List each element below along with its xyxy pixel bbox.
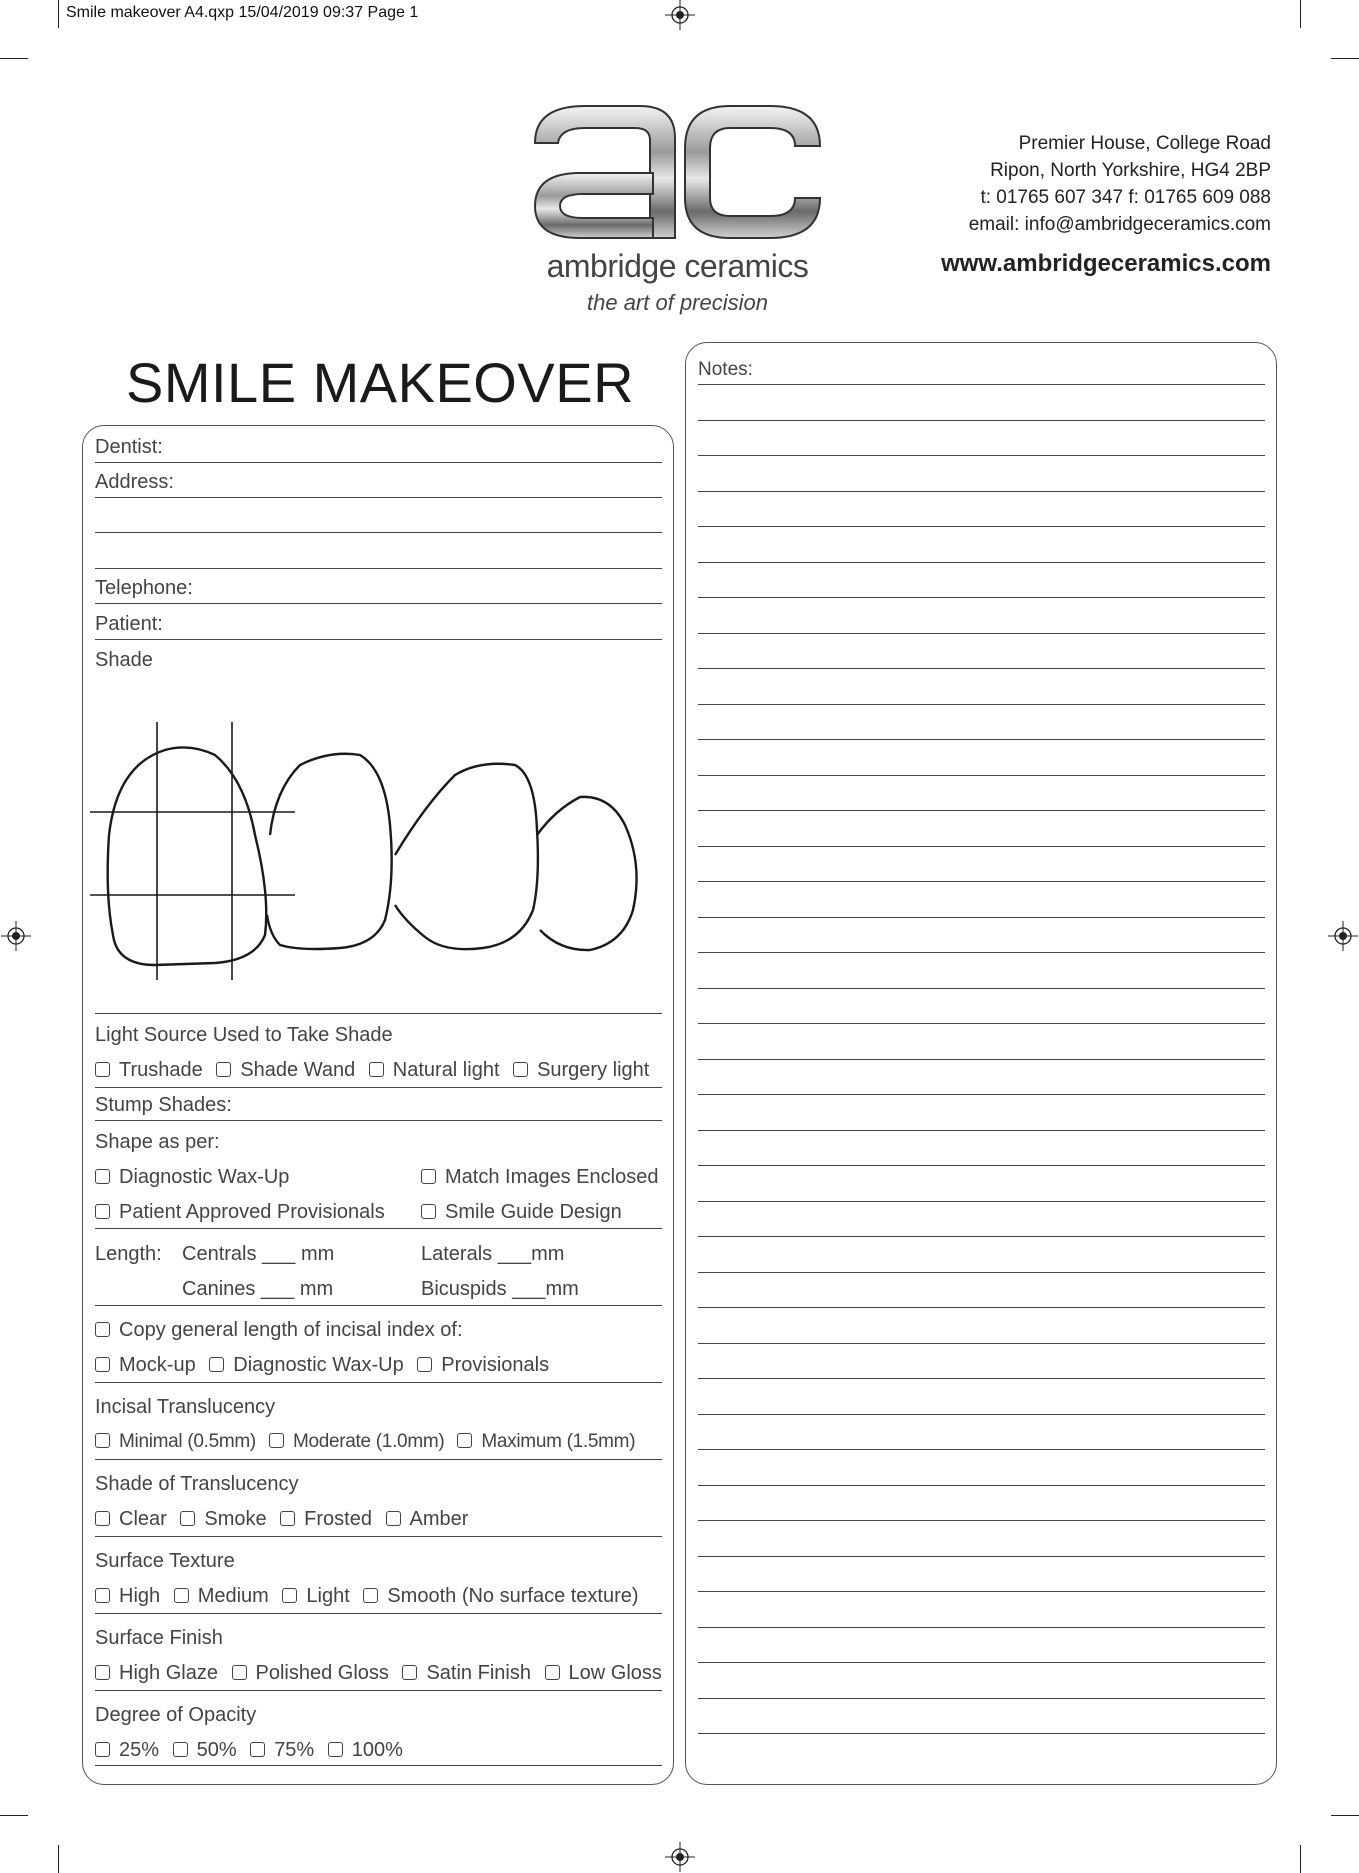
notes-rule-line xyxy=(698,1023,1265,1024)
notes-rule-line xyxy=(698,739,1265,740)
texture-high-checkbox[interactable]: High xyxy=(95,1585,160,1607)
file-slug: Smile makeover A4.qxp 15/04/2019 09:37 Page 1 xyxy=(66,4,419,21)
notes-rule-line xyxy=(698,455,1265,456)
maximum-checkbox[interactable]: Maximum (1.5mm) xyxy=(457,1431,635,1452)
notes-rule-line xyxy=(698,491,1265,492)
divider xyxy=(95,1228,662,1229)
notes-rule-line xyxy=(698,1378,1265,1379)
address-field[interactable]: Address: xyxy=(95,469,662,498)
notes-rule-line xyxy=(698,597,1265,598)
divider xyxy=(95,1087,662,1088)
crop-mark xyxy=(1331,1815,1359,1816)
match-images-checkbox[interactable]: Match Images Enclosed xyxy=(421,1165,658,1189)
divider xyxy=(95,1013,662,1014)
high-glaze-checkbox[interactable]: High Glaze xyxy=(95,1662,218,1684)
incisal-index-options xyxy=(95,1353,557,1377)
notes-panel[interactable] xyxy=(685,342,1277,1785)
clear-checkbox[interactable]: Clear xyxy=(95,1508,167,1530)
opacity-options xyxy=(95,1738,411,1762)
provisionals-checkbox[interactable]: Provisionals xyxy=(417,1354,549,1376)
notes-rule-line xyxy=(698,1414,1265,1415)
shade-translucency-options xyxy=(95,1507,476,1531)
surgery-light-checkbox[interactable]: Surgery light xyxy=(513,1059,649,1081)
registration-mark-icon xyxy=(1,921,31,951)
shade-wand-checkbox[interactable]: Shade Wand xyxy=(216,1059,355,1081)
notes-rule-line xyxy=(698,1698,1265,1699)
email-line: email: info@ambridgeceramics.com xyxy=(968,214,1271,235)
centrals-length-field[interactable]: Centrals ___ mm xyxy=(182,1243,335,1265)
bicuspids-length-field[interactable]: Bicuspids ___mm xyxy=(421,1278,579,1300)
notes-rule-line xyxy=(698,1627,1265,1628)
surface-finish-options xyxy=(95,1661,670,1685)
notes-label: Notes: xyxy=(698,359,753,380)
smoke-checkbox[interactable]: Smoke xyxy=(180,1508,266,1530)
crop-mark xyxy=(0,58,28,59)
notes-rule-line xyxy=(698,1520,1265,1521)
satin-finish-checkbox[interactable]: Satin Finish xyxy=(402,1662,531,1684)
registration-mark-icon xyxy=(665,0,695,30)
surface-texture-label: Surface Texture xyxy=(95,1550,235,1572)
notes-rule-line xyxy=(698,917,1265,918)
shade-label: Shade xyxy=(95,649,153,671)
notes-rule-line xyxy=(698,1485,1265,1486)
notes-rule-line xyxy=(698,1343,1265,1344)
diagnostic-wax-up-checkbox[interactable]: Diagnostic Wax-Up xyxy=(95,1165,289,1189)
crop-mark xyxy=(0,1815,28,1816)
surface-finish-label: Surface Finish xyxy=(95,1627,223,1649)
opacity-50-checkbox[interactable]: 50% xyxy=(173,1739,237,1761)
texture-light-checkbox[interactable]: Light xyxy=(282,1585,349,1607)
polished-gloss-checkbox[interactable]: Polished Gloss xyxy=(232,1662,389,1684)
mock-up-checkbox[interactable]: Mock-up xyxy=(95,1354,196,1376)
brand-tagline: the art of precision xyxy=(587,290,768,315)
crop-mark xyxy=(1300,1845,1301,1873)
page-title: SMILE MAKEOVER xyxy=(125,351,635,414)
divider xyxy=(95,1613,662,1614)
notes-rule-line xyxy=(698,1449,1265,1450)
divider xyxy=(95,1765,662,1766)
surface-texture-options xyxy=(95,1584,647,1608)
opacity-label: Degree of Opacity xyxy=(95,1704,257,1726)
patient-field[interactable]: Patient: xyxy=(95,611,662,640)
notes-rule-line xyxy=(698,1059,1265,1060)
website-link[interactable]: www.ambridgeceramics.com xyxy=(941,250,1271,277)
length-label: Length: xyxy=(95,1243,162,1265)
contact-block xyxy=(969,130,1271,238)
minimal-checkbox[interactable]: Minimal (0.5mm) xyxy=(95,1431,256,1452)
address-line-2-field[interactable] xyxy=(95,504,662,533)
notes-rule-line xyxy=(698,1307,1265,1308)
teeth-shade-diagram[interactable] xyxy=(85,715,665,990)
divider xyxy=(95,1305,662,1306)
stump-shades-field[interactable]: Stump Shades: xyxy=(95,1092,662,1121)
smile-guide-design-checkbox[interactable]: Smile Guide Design xyxy=(421,1200,622,1224)
notes-rule-line xyxy=(698,1130,1265,1131)
crop-mark xyxy=(58,1845,59,1873)
crop-mark xyxy=(1331,58,1359,59)
amber-checkbox[interactable]: Amber xyxy=(386,1508,469,1530)
brand-name: ambridge ceramics xyxy=(546,248,809,284)
notes-rule-line xyxy=(698,988,1265,989)
laterals-length-field[interactable]: Laterals ___mm xyxy=(421,1243,565,1265)
registration-mark-icon xyxy=(665,1842,695,1872)
notes-rule-line xyxy=(698,1591,1265,1592)
notes-rule-line xyxy=(698,1201,1265,1202)
divider xyxy=(95,1690,662,1691)
notes-rule-line xyxy=(698,1556,1265,1557)
moderate-checkbox[interactable]: Moderate (1.0mm) xyxy=(269,1431,444,1452)
notes-rule-line xyxy=(698,420,1265,421)
notes-rule-line xyxy=(698,562,1265,563)
opacity-25-checkbox[interactable]: 25% xyxy=(95,1739,159,1761)
notes-rule-line xyxy=(698,952,1265,953)
divider xyxy=(95,1382,662,1383)
patient-approved-provisionals-checkbox[interactable]: Patient Approved Provisionals xyxy=(95,1200,385,1224)
notes-rule-line xyxy=(698,1662,1265,1663)
opacity-75-checkbox[interactable]: 75% xyxy=(250,1739,314,1761)
opacity-100-checkbox[interactable]: 100% xyxy=(328,1739,403,1761)
low-gloss-checkbox[interactable]: Low Gloss xyxy=(545,1662,662,1684)
notes-rule-line xyxy=(698,1733,1265,1734)
telephone-field[interactable]: Telephone: xyxy=(95,575,662,604)
natural-light-checkbox[interactable]: Natural light xyxy=(369,1059,500,1081)
notes-rule-line xyxy=(698,1236,1265,1237)
light-source-label: Light Source Used to Take Shade xyxy=(95,1024,393,1046)
dentist-field[interactable]: Dentist: xyxy=(95,434,662,463)
notes-rule-line xyxy=(698,775,1265,776)
notes-rule-line xyxy=(698,384,1265,385)
texture-medium-checkbox[interactable]: Medium xyxy=(174,1585,269,1607)
notes-rule-line xyxy=(698,1094,1265,1095)
shade-translucency-label: Shade of Translucency xyxy=(95,1473,299,1495)
incisal-translucency-options xyxy=(95,1430,635,1454)
incisal-translucency-label: Incisal Translucency xyxy=(95,1396,276,1418)
registration-mark-icon xyxy=(1328,921,1358,951)
texture-smooth-checkbox[interactable]: Smooth (No surface texture) xyxy=(363,1585,638,1607)
shape-label: Shape as per: xyxy=(95,1131,220,1153)
notes-rule-line xyxy=(698,633,1265,634)
notes-rule-line xyxy=(698,668,1265,669)
frosted-checkbox[interactable]: Frosted xyxy=(280,1508,372,1530)
address-line-3-field[interactable] xyxy=(95,540,662,569)
notes-rule-line xyxy=(698,704,1265,705)
notes-rule-line xyxy=(698,1165,1265,1166)
notes-rule-line xyxy=(698,526,1265,527)
index-diagnostic-wax-up-checkbox[interactable]: Diagnostic Wax-Up xyxy=(209,1354,403,1376)
address-line: Ripon, North Yorkshire, HG4 2BP xyxy=(990,160,1271,181)
phone-fax-line: t: 01765 607 347 f: 01765 609 088 xyxy=(980,187,1271,208)
trushade-checkbox[interactable]: Trushade xyxy=(95,1059,203,1081)
notes-rule-line xyxy=(698,810,1265,811)
canines-length-field[interactable]: Canines ___ mm xyxy=(182,1278,334,1300)
light-source-options xyxy=(95,1058,657,1082)
divider xyxy=(95,1536,662,1537)
central-incisor-outline xyxy=(108,747,267,965)
crop-mark xyxy=(1300,0,1301,28)
divider xyxy=(95,1459,662,1460)
notes-rule-line xyxy=(698,881,1265,882)
address-line: Premier House, College Road xyxy=(1018,133,1271,154)
crop-mark xyxy=(58,0,59,28)
notes-rule-line xyxy=(698,846,1265,847)
copy-incisal-index-checkbox[interactable]: Copy general length of incisal index of: xyxy=(95,1318,463,1342)
notes-rule-line xyxy=(698,1272,1265,1273)
